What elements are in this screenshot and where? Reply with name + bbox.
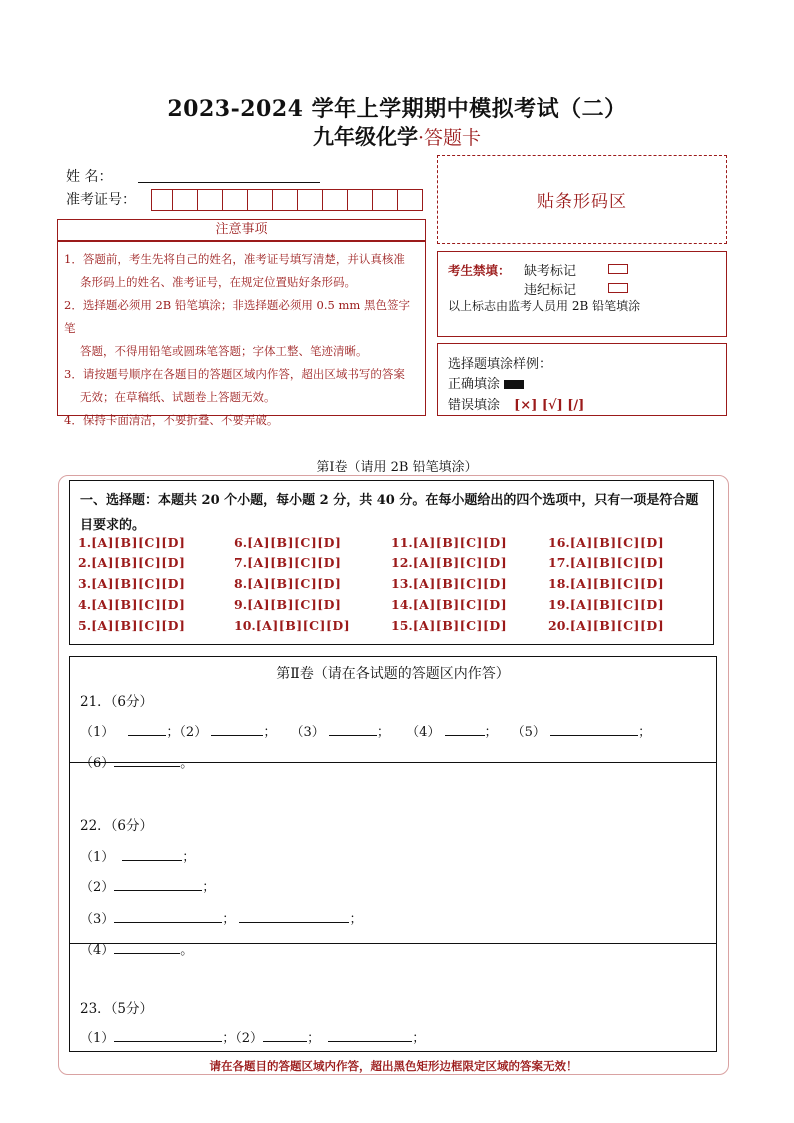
mc-question[interactable]: 18.[A][B][C][D]: [548, 576, 665, 591]
mc-question[interactable]: 9.[A][B][C][D]: [234, 597, 342, 612]
notice-item: 2．选择题必须用 2B 铅笔填涂；非选择题必须用 0.5 mm 黑色签字笔: [64, 298, 410, 335]
mc-row: [78, 555, 718, 575]
id-digit-box[interactable]: [373, 189, 398, 211]
q22-part1: （1） ；: [80, 850, 196, 865]
id-digit-box[interactable]: [223, 189, 248, 211]
q22-part2: （2） ；: [80, 880, 216, 895]
mc-question[interactable]: 19.[A][B][C][D]: [548, 597, 665, 612]
correct-fill-mark: [504, 380, 524, 389]
mc-question[interactable]: 8.[A][B][C][D]: [234, 576, 342, 591]
answer-blank[interactable]: [211, 723, 263, 736]
q22-title: 22．（6分）: [80, 818, 154, 834]
violation-mark-box[interactable]: [608, 283, 628, 293]
q23-row: （1） ；（2） ； ；: [80, 1031, 426, 1046]
fill-sample-box: [437, 343, 727, 416]
mc-question[interactable]: 6.[A][B][C][D]: [234, 535, 342, 550]
mc-question[interactable]: 17.[A][B][C][D]: [548, 555, 665, 570]
ban-label: 考生禁填：: [448, 263, 511, 278]
barcode-area: [437, 155, 727, 244]
exam-title: 2023-2024 学年上学期期中模拟考试（二）: [167, 96, 627, 122]
id-digit-box[interactable]: [248, 189, 273, 211]
notice-item: 无效；在草稿纸、试题卷上答题无效。: [80, 390, 276, 404]
mc-question[interactable]: 10.[A][B][C][D]: [234, 618, 351, 633]
id-digit-box[interactable]: [348, 189, 373, 211]
answer-card-label: ·答题卡: [417, 127, 482, 149]
answer-blank[interactable]: [114, 910, 222, 923]
mc-question[interactable]: 2.[A][B][C][D]: [78, 555, 186, 570]
answer-blank[interactable]: [114, 1029, 222, 1042]
id-digit-box[interactable]: [198, 189, 223, 211]
answer-blank[interactable]: [239, 910, 349, 923]
mc-question[interactable]: 12.[A][B][C][D]: [391, 555, 508, 570]
answer-blank[interactable]: [328, 1029, 412, 1042]
mc-question[interactable]: 15.[A][B][C][D]: [391, 618, 508, 633]
proctor-marks-box: [437, 251, 727, 337]
notice-item: 1．答题前，考生先将自己的姓名，准考证号填写清楚，并认真核准: [64, 252, 405, 266]
notice-item: 3．请按题号顺序在各题目的答题区域内作答，超出区域书写的答案: [64, 367, 405, 381]
notice-box: [57, 241, 426, 427]
notice-item: 答题，不得用铅笔或圆珠笔答题；字体工整、笔迹清晰。: [80, 344, 368, 358]
id-label: 准考证号：: [66, 192, 136, 208]
section2-title: 第Ⅱ卷（请在各试题的答题区内作答）: [276, 666, 510, 682]
q21-row1: （1） ；（2） ； （3） ； （4） ； （5） ；: [80, 725, 652, 740]
answer-blank[interactable]: [114, 878, 202, 891]
mc-row: [78, 618, 718, 638]
notice-item: 4．保持卡面清洁，不要折叠、不要弄破。: [64, 413, 279, 427]
mc-question[interactable]: 20.[A][B][C][D]: [548, 618, 665, 633]
mc-question[interactable]: 11.[A][B][C][D]: [391, 535, 508, 550]
id-digit-box[interactable]: [298, 189, 323, 211]
correct-fill-label: [448, 373, 524, 392]
section1-title: 第Ⅰ卷（请用 2B 铅笔填涂）: [316, 460, 478, 475]
sample-title: 选择题填涂样例：: [448, 357, 553, 372]
answer-blank[interactable]: [263, 1029, 307, 1042]
q21-title: 21．（6分）: [80, 694, 154, 710]
id-digit-box[interactable]: [151, 189, 173, 211]
name-field[interactable]: [138, 168, 320, 183]
q21-divider: [69, 762, 717, 763]
answer-blank[interactable]: [329, 723, 377, 736]
barcode-label: 贴条形码区: [537, 192, 627, 212]
mc-question[interactable]: 5.[A][B][C][D]: [78, 618, 186, 633]
mc-row: [78, 576, 718, 596]
mc-question[interactable]: 3.[A][B][C][D]: [78, 576, 186, 591]
answer-blank[interactable]: [114, 754, 180, 767]
absent-label: 缺考标记: [524, 264, 577, 279]
answer-blank[interactable]: [128, 723, 166, 736]
id-digit-box[interactable]: [323, 189, 348, 211]
subject-title: 九年级化学: [312, 124, 418, 149]
id-number-boxes[interactable]: [151, 189, 423, 211]
name-label: 姓 名：: [66, 169, 113, 185]
id-digit-box[interactable]: [398, 189, 423, 211]
mc-question[interactable]: 13.[A][B][C][D]: [391, 576, 508, 591]
id-digit-box[interactable]: [173, 189, 198, 211]
q22-part4: （4） 。: [80, 943, 194, 958]
id-digit-box[interactable]: [273, 189, 298, 211]
absent-mark-box[interactable]: [608, 264, 628, 274]
mc-question[interactable]: 7.[A][B][C][D]: [234, 555, 342, 570]
mc-question[interactable]: 4.[A][B][C][D]: [78, 597, 186, 612]
mc-question[interactable]: 14.[A][B][C][D]: [391, 597, 508, 612]
exam-subtitle: [0, 121, 794, 151]
answer-blank[interactable]: [122, 848, 182, 861]
q22-part3: （3） ； ；: [80, 912, 363, 927]
wrong-label: 错误填涂: [448, 398, 501, 413]
mc-row: [78, 535, 718, 555]
q22-divider: [69, 943, 717, 944]
notice-heading: 注意事项: [57, 219, 426, 241]
wrong-fill-label: [448, 394, 584, 413]
notice-item: 条形码上的姓名、准考证号，在规定位置贴好条形码。: [80, 275, 356, 289]
q21-row2: （6） 。: [80, 756, 194, 771]
violation-label: 违纪标记: [524, 283, 577, 298]
mc-instructions: 一、选择题：本题共 20 个小题，每小题 2 分，共 40 分。在每小题给出的四个选项中，只有一项是符合题目要求的。: [80, 493, 699, 533]
q23-title: 23．（5分）: [80, 1001, 154, 1017]
answer-blank[interactable]: [550, 723, 638, 736]
correct-label: 正确填涂: [448, 377, 501, 392]
answer-blank[interactable]: [445, 723, 485, 736]
mc-question[interactable]: 1.[A][B][C][D]: [78, 535, 186, 550]
ban-note: 以上标志由监考人员用 2B 铅笔填涂: [448, 299, 641, 313]
mc-question[interactable]: 16.[A][B][C][D]: [548, 535, 665, 550]
footer-warning: 请在各题目的答题区域内作答，超出黑色矩形边框限定区域的答案无效！: [209, 1059, 578, 1073]
mc-row: [78, 597, 718, 617]
wrong-fill-marks: [×] [√] [/]: [514, 398, 585, 413]
